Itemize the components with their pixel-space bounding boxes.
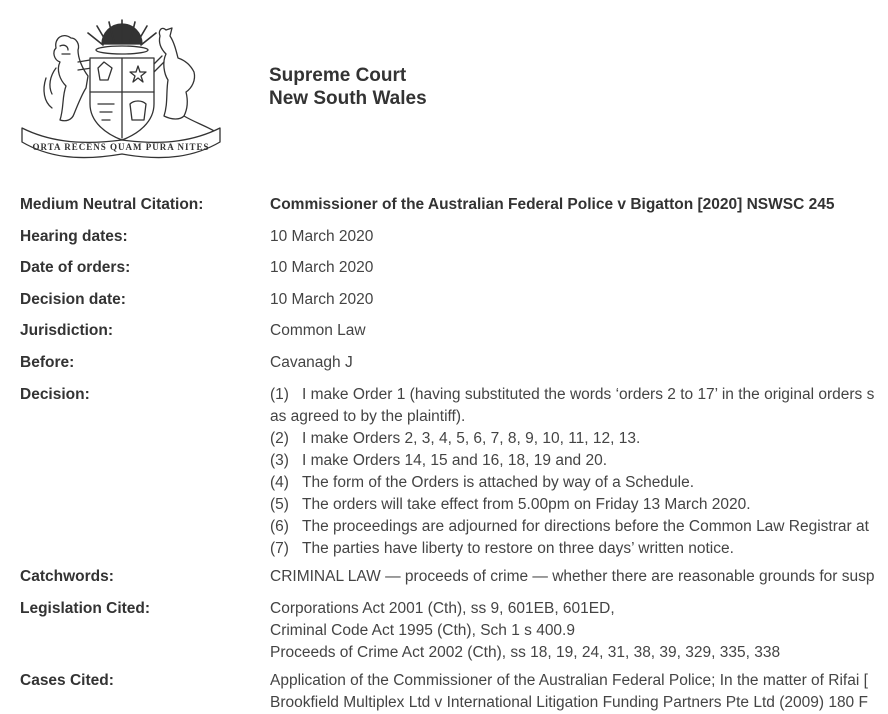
court-jurisdiction: New South Wales	[269, 88, 427, 109]
decision-orders-list	[270, 384, 874, 560]
order-item: (7) The parties have liberty to restore on three days’ written notice.	[270, 540, 734, 557]
order-item: (4) The form of the Orders is attached by way of a Schedule.	[270, 474, 695, 491]
legislation-list	[270, 598, 780, 664]
court-name	[269, 64, 427, 110]
order-item: (2) I make Orders 2, 3, 4, 5, 6, 7, 8, 9, 10, 11, 12, 13.	[270, 430, 641, 447]
field-label: Catchwords:	[20, 568, 114, 585]
field-value: 10 March 2020	[270, 259, 374, 276]
field-value: 10 March 2020	[270, 291, 374, 308]
field-value: 10 March 2020	[270, 228, 374, 245]
order-item: (5) The orders will take effect from 5.00pm on Friday 13 March 2020.	[270, 496, 751, 513]
case-citation: Commissioner of the Australian Federal Police v Bigatton [2020] NSWSC 245	[270, 196, 835, 213]
field-label: Before:	[20, 354, 75, 371]
coat-of-arms-logo	[16, 16, 226, 156]
legislation-item: Proceeds of Crime Act 2002 (Cth), ss 18, 19, 24, 31, 38, 39, 329, 335, 338	[270, 644, 781, 661]
legislation-item: Corporations Act 2001 (Cth), ss 9, 601EB, 601ED,	[270, 600, 615, 617]
field-label: Medium Neutral Citation:	[20, 196, 204, 213]
legislation-item: Criminal Code Act 1995 (Cth), Sch 1 s 400.9	[270, 622, 575, 639]
order-item: (1) I make Order 1 (having substituted the words ‘orders 2 to 17’ in the original orders s	[270, 386, 875, 403]
field-value: Cavanagh J	[270, 354, 353, 371]
order-item: (3) I make Orders 14, 15 and 16, 18, 19 and 20.	[270, 452, 608, 469]
order-item: as agreed to by the plaintiff).	[270, 408, 466, 425]
field-label: Cases Cited:	[20, 672, 114, 689]
crest-motto: ORTA RECENS QUAM PURA NITES	[32, 142, 210, 152]
order-item: (6) The proceedings are adjourned for directions before the Common Law Registrar at	[270, 518, 869, 535]
cases-list	[270, 670, 868, 714]
field-value: Common Law	[270, 322, 366, 339]
field-label: Hearing dates:	[20, 228, 128, 245]
field-value: CRIMINAL LAW — proceeds of crime — whether there are reasonable grounds for susp	[270, 568, 875, 585]
case-item: Brookfield Multiplex Ltd v International Litigation Funding Partners Pte Ltd (2009) 180 F	[270, 694, 868, 711]
field-label: Jurisdiction:	[20, 322, 114, 339]
field-label: Decision date:	[20, 291, 126, 308]
field-label: Legislation Cited:	[20, 600, 151, 617]
case-item: Application of the Commissioner of the Australian Federal Police; In the matter of Rifai [	[270, 672, 868, 689]
field-label: Date of orders:	[20, 259, 131, 276]
court-title: Supreme Court	[269, 65, 407, 86]
field-label: Decision:	[20, 386, 90, 403]
